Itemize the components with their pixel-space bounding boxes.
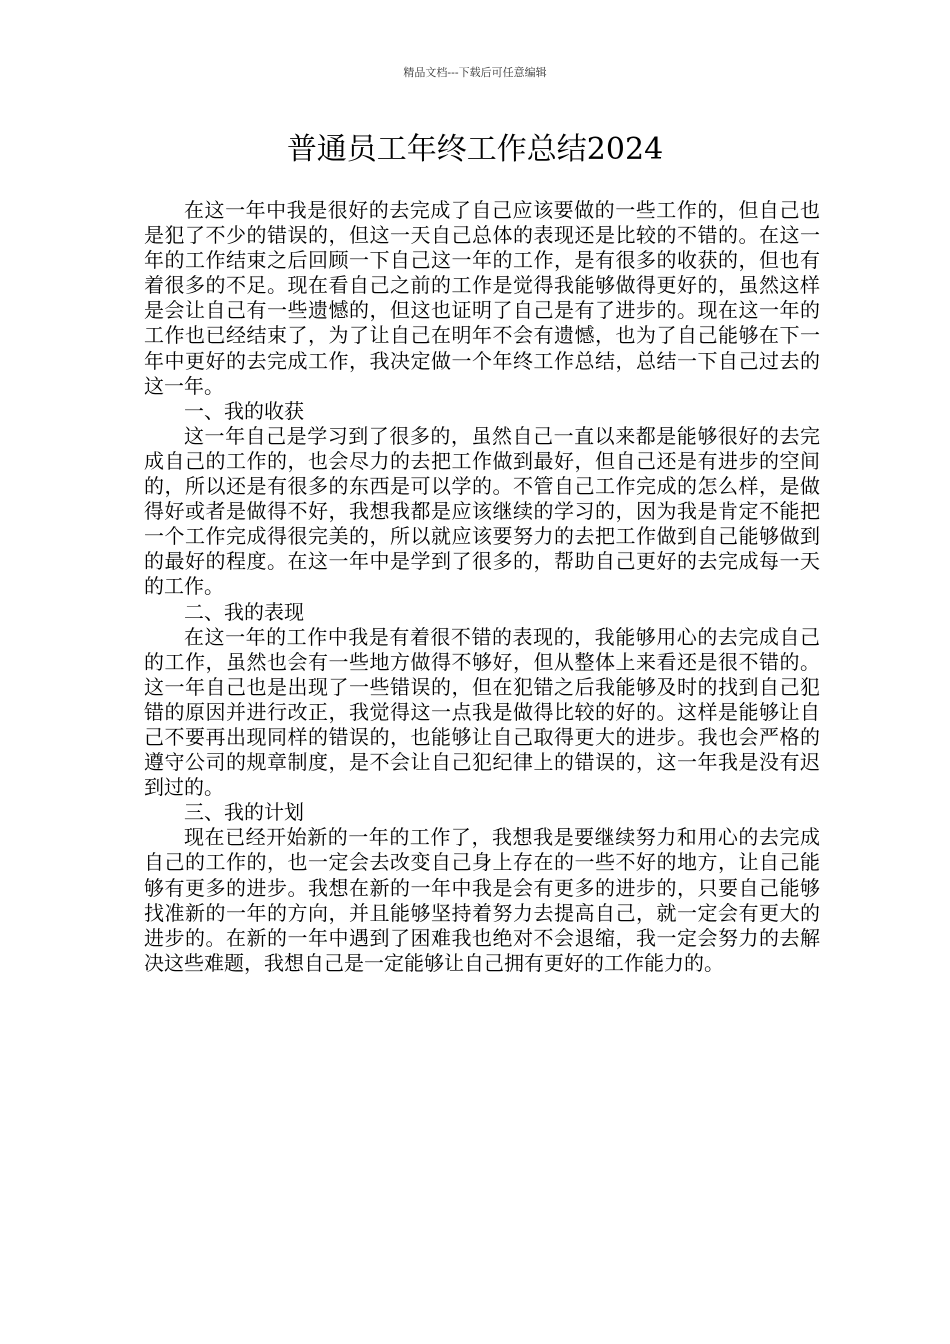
section-heading-plan: 三、我的计划 xyxy=(184,800,304,825)
section-heading-performance: 二、我的表现 xyxy=(184,599,304,624)
document-header-note: 精品文档---下载后可任意编辑 xyxy=(403,66,547,79)
document-title: 普通员工年终工作总结2024 xyxy=(286,132,664,167)
document-body xyxy=(144,198,820,976)
section-paragraph-harvest: 这一年自己是学习到了很多的，虽然自己一直以来都是能够很好的去完成自己的工作的，也会尽力的去把工作做到最好，但自己还是有进步的空间的，所以还是有很多的东西是可以学的。不管自己工作完成的怎么样，是做得好或者是做得不好，我想我都是应该继续的学习的，因为我是肯定不能把一个工作完成得很完美的，所以就应该要努力的去把工作做到自己能够做到的最好的程度。在这一年中是学到了很多的，帮助自己更好的去完成每一天的工作。 xyxy=(144,423,820,599)
section-paragraph-plan: 现在已经开始新的一年的工作了，我想我是要继续努力和用心的去完成自己的工作的，也一定会去改变自己身上存在的一些不好的地方，让自己能够有更多的进步。我想在新的一年中我是会有更多的进步的，只要自己能够找准新的一年的方向，并且能够坚持着努力去提高自己，就一定会有更大的进步的。在新的一年中遇到了困难我也绝对不会退缩，我一定会努力的去解决这些难题，我想自己是一定能够让自己拥有更好的工作能力的。 xyxy=(144,825,820,975)
section-heading-harvest: 一、我的收获 xyxy=(184,398,304,423)
section-paragraph-performance: 在这一年的工作中我是有着很不错的表现的，我能够用心的去完成自己的工作，虽然也会有一些地方做得不够好，但从整体上来看还是很不错的。这一年自己也是出现了一些错误的，但在犯错之后我能够及时的找到自己犯错的原因并进行改正，我觉得这一点我是做得比较的好的。这样是能够让自己不要再出现同样的错误的，也能够让自己取得更大的进步。我也会严格的遵守公司的规章制度，是不会让自己犯纪律上的错误的，这一年我是没有迟到过的。 xyxy=(144,624,820,800)
intro-paragraph: 在这一年中我是很好的去完成了自己应该要做的一些工作的，但自己也是犯了不少的错误的，但这一天自己总体的表现还是比较的不错的。在这一年的工作结束之后回顾一下自己这一年的工作，是有很多的收获的，但也有着很多的不足。现在看自己之前的工作是觉得我能够做得更好的，虽然这样是会让自己有一些遗憾的，但这也证明了自己是有了进步的。现在这一年的工作也已经结束了，为了让自己在明年不会有遗憾，也为了自己能够在下一年中更好的去完成工作，我决定做一个年终工作总结，总结一下自己过去的这一年。 xyxy=(144,198,820,398)
